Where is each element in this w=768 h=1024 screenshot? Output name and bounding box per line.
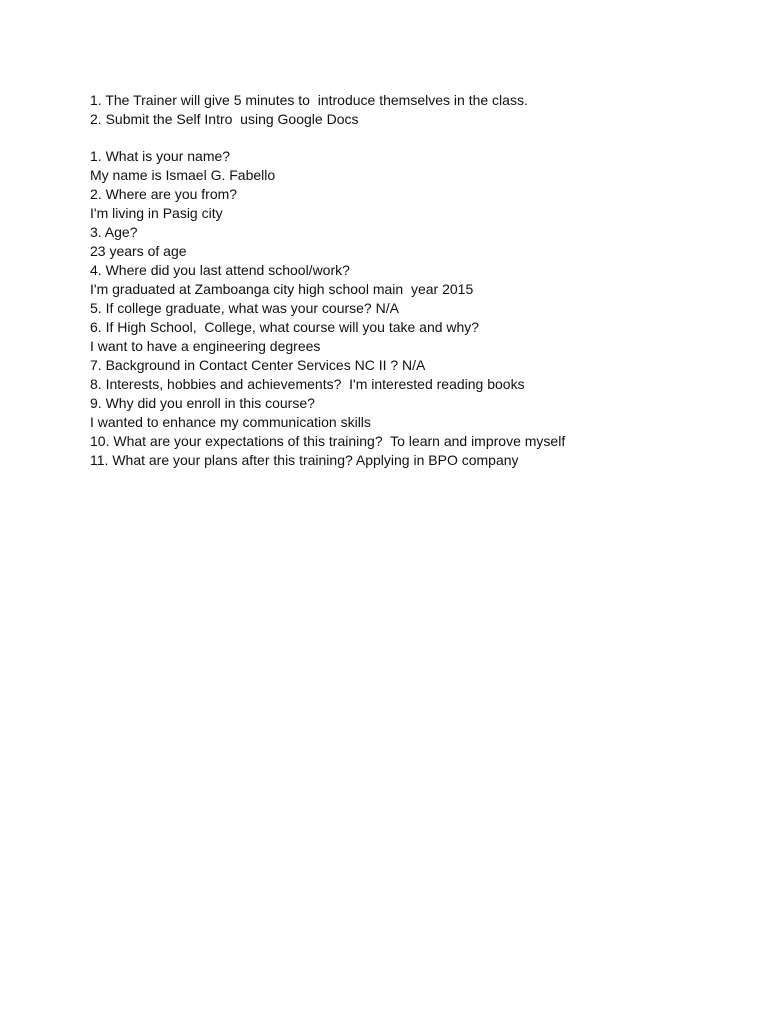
answer-line: I wanted to enhance my communication skills <box>90 414 371 430</box>
question-line: 3. Age? <box>90 224 138 240</box>
answer-line: I want to have a engineering degrees <box>90 338 321 354</box>
question-line: 1. What is your name? <box>90 148 231 164</box>
question-line: 10. What are your expectations of this training? To learn and improve myself <box>90 433 566 449</box>
self-intro-answers <box>90 147 730 470</box>
answer-line: I'm living in Pasig city <box>90 205 223 221</box>
question-line: 7. Background in Contact Center Services NC II ? N/A <box>90 357 426 373</box>
paragraph-spacer <box>90 129 730 147</box>
question-line: 9. Why did you enroll in this course? <box>90 395 315 411</box>
instruction-line: 2. Submit the Self Intro using Google Docs <box>90 111 359 127</box>
question-line: 4. Where did you last attend school/work? <box>90 262 350 278</box>
answer-line: 23 years of age <box>90 243 187 259</box>
question-line: 8. Interests, hobbies and achievements? I'm interested reading books <box>90 376 525 392</box>
instruction-line: 1. The Trainer will give 5 minutes to introduce themselves in the class. <box>90 92 528 108</box>
question-line: 11. What are your plans after this training? Applying in BPO company <box>90 452 519 468</box>
answer-line: My name is Ismael G. Fabello <box>90 167 276 183</box>
instructions-block <box>90 91 730 129</box>
question-line: 6. If High School, College, what course will you take and why? <box>90 319 480 335</box>
document-body <box>90 91 730 470</box>
answer-line: I'm graduated at Zamboanga city high school main year 2015 <box>90 281 474 297</box>
question-line: 2. Where are you from? <box>90 186 238 202</box>
question-line: 5. If college graduate, what was your course? N/A <box>90 300 399 316</box>
